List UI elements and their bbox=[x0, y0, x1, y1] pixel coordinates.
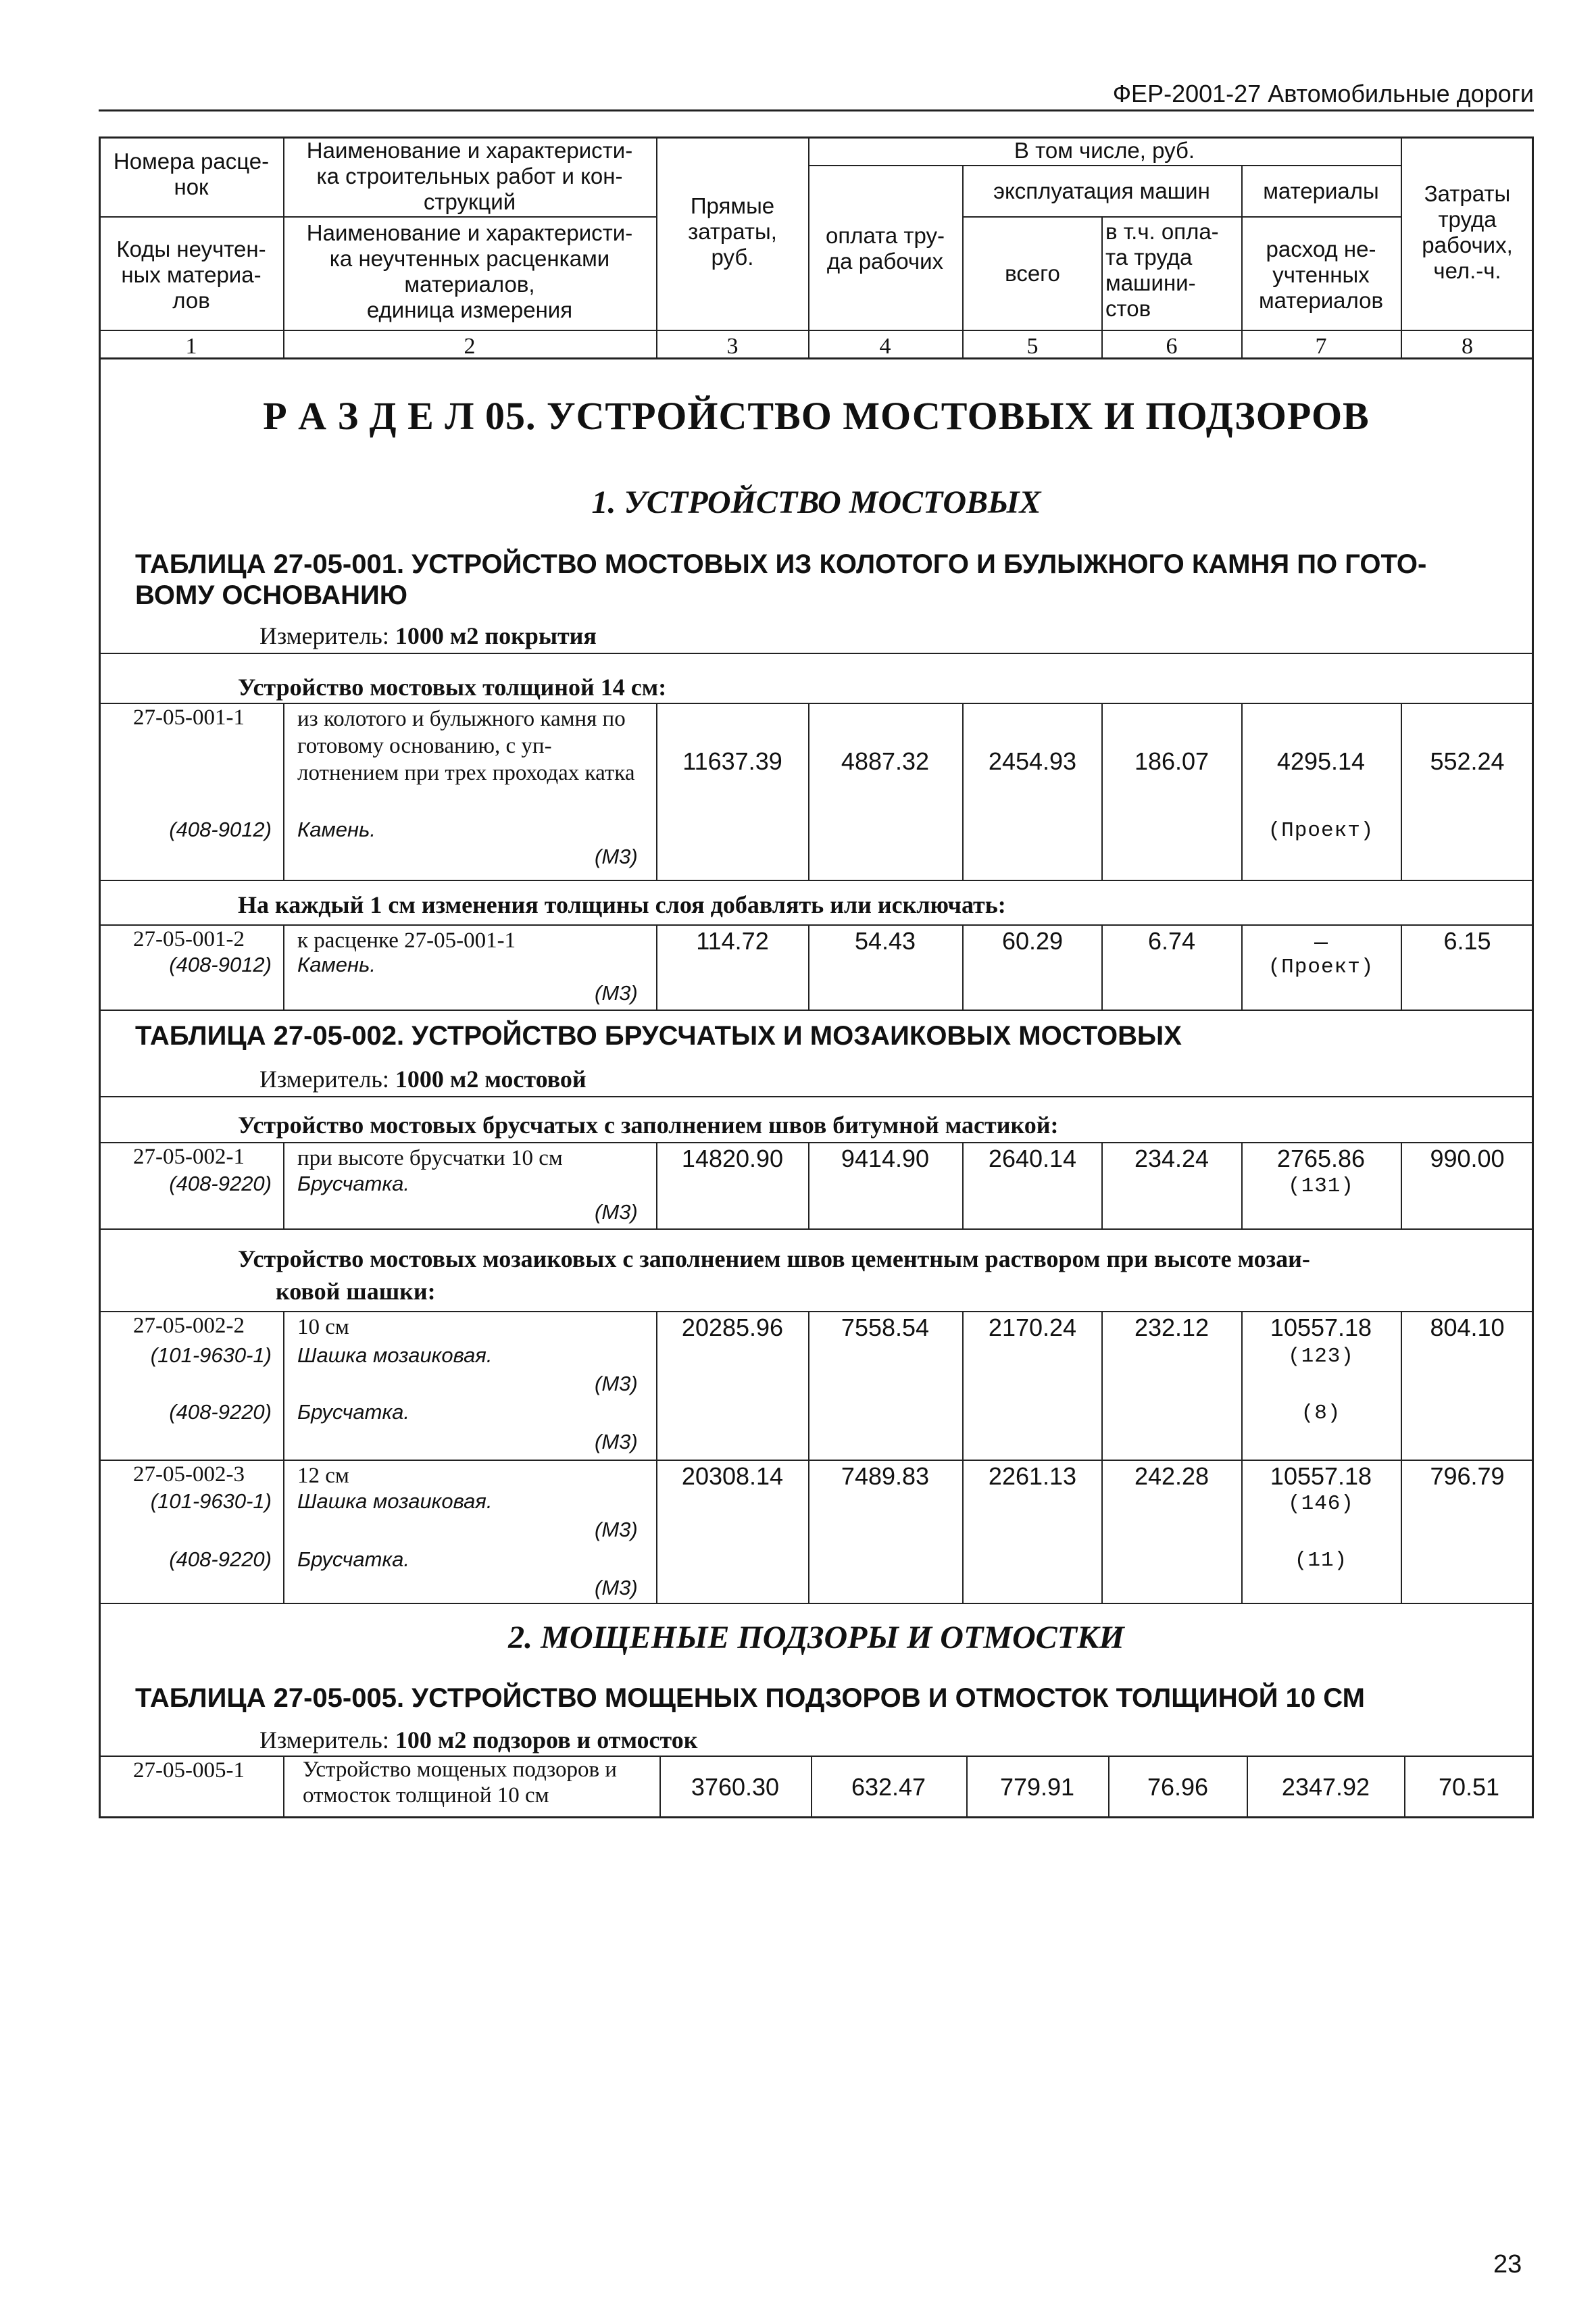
material-note: (Проект) bbox=[1268, 819, 1374, 843]
material-name: Брусчатка. bbox=[297, 1547, 409, 1571]
material-unit: (М3) bbox=[595, 1372, 638, 1395]
direct-costs: 11637.39 bbox=[682, 747, 782, 775]
material-note: (Проект) bbox=[1268, 955, 1374, 979]
unit-label: Измеритель: bbox=[259, 1066, 389, 1093]
labor-hours: 796.79 bbox=[1430, 1462, 1505, 1490]
group-heading: Устройство мостовых толщиной 14 см: bbox=[238, 674, 667, 701]
column-number-7: 7 bbox=[1315, 334, 1327, 359]
header-work-name: Наименование и характеристи- ка строительных работ и кон- струкций bbox=[306, 138, 633, 214]
rate-description: 10 см bbox=[297, 1315, 349, 1339]
header-labor-pay: оплата тру- да рабочих bbox=[826, 223, 945, 274]
subsection-title-1: 1. УСТРОЙСТВО МОСТОВЫХ bbox=[591, 484, 1041, 520]
direct-costs: 14820.90 bbox=[681, 1145, 784, 1172]
materials-cost: 4295.14 bbox=[1276, 747, 1366, 775]
materials-cost: 10557.18 bbox=[1270, 1314, 1372, 1341]
machinists-pay: 232.12 bbox=[1134, 1314, 1210, 1341]
rate-code: 27-05-002-2 bbox=[133, 1314, 245, 1338]
direct-costs: 114.72 bbox=[696, 927, 769, 955]
direct-costs: 20285.96 bbox=[681, 1314, 784, 1341]
machinists-pay: 76.96 bbox=[1147, 1773, 1209, 1801]
unit-line-3 bbox=[259, 1726, 697, 1754]
labor-hours: 804.10 bbox=[1430, 1314, 1505, 1341]
unit-line-2 bbox=[259, 1065, 587, 1093]
rate-code: 27-05-001-1 bbox=[133, 705, 245, 730]
column-number-6: 6 bbox=[1166, 334, 1178, 359]
resource-code: (408-9012) bbox=[169, 818, 272, 841]
header-material-name: Наименование и характеристи- ка неучтенных расценками материалов, единица измерения bbox=[306, 220, 633, 322]
material-name: Камень. bbox=[297, 818, 376, 841]
rate-description: к расценке 27-05-001-1 bbox=[297, 928, 516, 953]
material-unit: (М3) bbox=[595, 1576, 638, 1599]
resource-code: (408-9220) bbox=[169, 1400, 272, 1424]
header-direct-costs: Прямые затраты, руб. bbox=[688, 193, 777, 270]
material-note: (11) bbox=[1294, 1549, 1348, 1572]
header-machines-total: всего bbox=[1005, 261, 1060, 286]
material-name: Брусчатка. bbox=[297, 1400, 409, 1424]
material-name: Брусчатка. bbox=[297, 1172, 409, 1195]
materials-cost: 2765.86 bbox=[1276, 1145, 1366, 1172]
material-unit: (М3) bbox=[595, 1430, 638, 1453]
group-heading-continued: ковой шашки: bbox=[276, 1278, 436, 1305]
header-machines: эксплуатация машин bbox=[993, 178, 1210, 203]
column-number-4: 4 bbox=[879, 334, 891, 359]
resource-code: (408-9012) bbox=[169, 953, 272, 976]
subsection-title-2: 2. МОЩЕНЫЕ ПОДЗОРЫ И ОТМОСТКИ bbox=[508, 1620, 1124, 1656]
group-heading: Устройство мостовых брусчатых с заполнением швов битумной мастикой: bbox=[238, 1112, 1059, 1139]
group-heading: На каждый 1 см изменения толщины слоя добавлять или исключать: bbox=[238, 891, 1006, 918]
table-title-27-05-005: ТАБЛИЦА 27-05-005. УСТРОЙСТВО МОЩЕНЫХ ПОДЗОРОВ И ОТМОСТОК ТОЛЩИНОЙ 10 СМ bbox=[135, 1683, 1365, 1713]
unit-value: 1000 м2 мостовой bbox=[395, 1066, 587, 1093]
resource-code: (101-9630-1) bbox=[150, 1343, 272, 1367]
machinists-pay: 186.07 bbox=[1134, 747, 1210, 775]
header-rate-numbers: Номера расце- нок bbox=[113, 149, 270, 199]
column-number-3: 3 bbox=[726, 334, 739, 359]
unit-label: Измеритель: bbox=[259, 622, 389, 649]
direct-costs: 3760.30 bbox=[691, 1773, 780, 1801]
rate-description: Устройство мощеных подзоров и отмосток толщиной 10 см bbox=[303, 1758, 617, 1808]
labor-pay: 4887.32 bbox=[841, 747, 930, 775]
labor-pay: 632.47 bbox=[851, 1773, 926, 1801]
machines-total: 2640.14 bbox=[988, 1145, 1077, 1172]
machines-total: 2454.93 bbox=[988, 747, 1077, 775]
material-note: (123) bbox=[1287, 1345, 1354, 1368]
machines-total: 2261.13 bbox=[988, 1462, 1077, 1490]
labor-pay: 9414.90 bbox=[841, 1145, 930, 1172]
header-including: В том числе, руб. bbox=[1014, 138, 1195, 163]
unit-line-1 bbox=[259, 622, 597, 650]
material-note: (146) bbox=[1287, 1492, 1354, 1516]
materials-cost: – bbox=[1314, 927, 1328, 955]
page-number: 23 bbox=[1493, 2250, 1522, 2279]
resource-code: (101-9630-1) bbox=[150, 1489, 272, 1513]
rate-code: 27-05-001-2 bbox=[133, 927, 245, 951]
labor-hours: 990.00 bbox=[1430, 1145, 1505, 1172]
rate-code: 27-05-005-1 bbox=[133, 1758, 245, 1783]
material-note: (8) bbox=[1301, 1401, 1341, 1425]
materials-cost: 10557.18 bbox=[1270, 1462, 1372, 1490]
material-name: Шашка мозаиковая. bbox=[297, 1489, 493, 1513]
machinists-pay: 6.74 bbox=[1147, 927, 1196, 955]
labor-pay: 54.43 bbox=[854, 927, 916, 955]
resource-code: (408-9220) bbox=[169, 1172, 272, 1195]
labor-hours: 70.51 bbox=[1438, 1773, 1500, 1801]
column-number-1: 1 bbox=[185, 334, 197, 359]
material-unit: (М3) bbox=[595, 981, 638, 1005]
labor-hours: 552.24 bbox=[1430, 747, 1505, 775]
machines-total: 60.29 bbox=[1001, 927, 1064, 955]
column-number-8: 8 bbox=[1462, 334, 1473, 359]
header-labor-hours: Затраты труда рабочих, чел.-ч. bbox=[1422, 181, 1513, 283]
table-title-27-05-001: ТАБЛИЦА 27-05-001. УСТРОЙСТВО МОСТОВЫХ ИЗ КОЛОТОГО И БУЛЫЖНОГО КАМНЯ ПО ГОТО- ВОМУ ОСНОВАНИЮ bbox=[135, 549, 1427, 610]
machines-total: 2170.24 bbox=[988, 1314, 1077, 1341]
material-note: (131) bbox=[1287, 1174, 1354, 1198]
machines-total: 779.91 bbox=[999, 1773, 1075, 1801]
header-machinists-pay: в т.ч. опла- та труда машини- стов bbox=[1105, 219, 1219, 321]
rate-description: при высоте брусчатки 10 см bbox=[297, 1146, 563, 1170]
section-title: Р А З Д Е Л 05. УСТРОЙСТВО МОСТОВЫХ И ПОДЗОРОВ bbox=[263, 394, 1370, 438]
rate-description: 12 см bbox=[297, 1464, 349, 1488]
material-unit: (М3) bbox=[595, 845, 638, 868]
column-number-5: 5 bbox=[1026, 334, 1039, 359]
labor-pay: 7489.83 bbox=[841, 1462, 930, 1490]
machinists-pay: 234.24 bbox=[1134, 1145, 1210, 1172]
group-heading: Устройство мостовых мозаиковых с заполнением швов цементным раствором при высоте мозаи- bbox=[238, 1245, 1310, 1272]
running-head: ФЕР-2001-27 Автомобильные дороги bbox=[1112, 80, 1534, 107]
machinists-pay: 242.28 bbox=[1134, 1462, 1210, 1490]
header-material-codes: Коды неучтен- ных материа- лов bbox=[116, 237, 266, 313]
unit-value: 1000 м2 покрытия bbox=[395, 622, 597, 649]
material-name: Камень. bbox=[297, 953, 376, 976]
material-unit: (М3) bbox=[595, 1200, 638, 1224]
rate-code: 27-05-002-3 bbox=[133, 1462, 245, 1487]
table-title-27-05-002: ТАБЛИЦА 27-05-002. УСТРОЙСТВО БРУСЧАТЫХ И МОЗАИКОВЫХ МОСТОВЫХ bbox=[135, 1021, 1182, 1051]
materials-cost: 2347.92 bbox=[1281, 1773, 1370, 1801]
header-materials: материалы bbox=[1263, 178, 1379, 203]
labor-hours: 6.15 bbox=[1443, 927, 1491, 955]
unit-label: Измеритель: bbox=[259, 1726, 389, 1753]
material-unit: (М3) bbox=[595, 1518, 638, 1541]
resource-code: (408-9220) bbox=[169, 1547, 272, 1571]
header-rule bbox=[99, 109, 1534, 111]
material-name: Шашка мозаиковая. bbox=[297, 1343, 493, 1367]
column-number-2: 2 bbox=[464, 334, 476, 359]
unit-value: 100 м2 подзоров и отмосток bbox=[395, 1726, 698, 1753]
header-unaccounted-materials: расход не- учтенных материалов bbox=[1258, 237, 1384, 313]
rate-description: из колотого и булыжного камня по готовому основанию, с уп-лотнением при трех проходах катка bbox=[297, 707, 635, 785]
rate-code: 27-05-002-1 bbox=[133, 1145, 245, 1169]
labor-pay: 7558.54 bbox=[841, 1314, 930, 1341]
direct-costs: 20308.14 bbox=[681, 1462, 784, 1490]
